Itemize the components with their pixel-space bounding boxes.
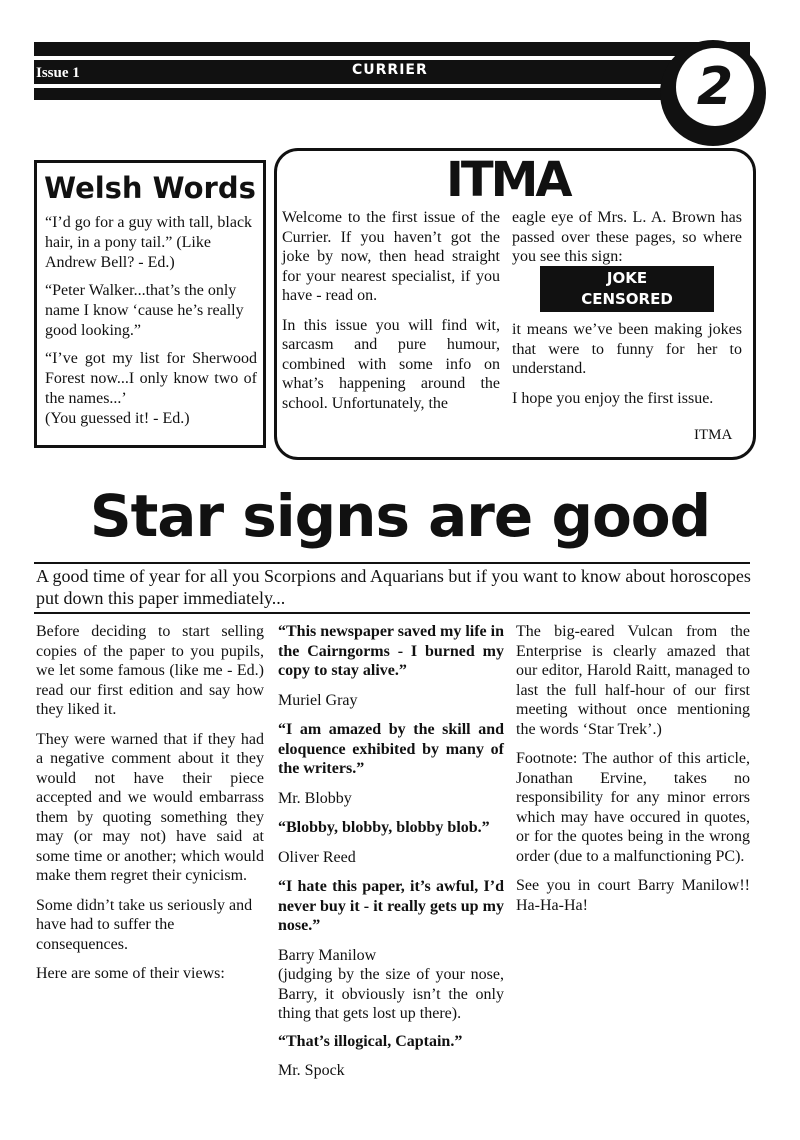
quote-4: “I hate this paper, it’s awful, I’d never buy it - it really gets up my nose.” bbox=[278, 878, 504, 934]
censor-line-1: JOKE bbox=[606, 269, 648, 287]
quote-3: “Blobby, blobby, blobby blob.” bbox=[278, 819, 490, 836]
quote-4-note: (judging by the size of your nose, Barry, it obviously isn’t the only thing that gets lost up there). bbox=[278, 966, 504, 1022]
col1-paragraph-4: Here are some of their views: bbox=[36, 965, 225, 982]
page-number: 2 bbox=[696, 57, 734, 117]
col3-paragraph-3: See you in court Barry Manilow!! Ha-Ha-Ha! bbox=[516, 877, 750, 914]
itma-col2-paragraph-2: it means we’ve been making jokes that were to funny for her to understand. bbox=[512, 321, 742, 377]
standfirst: A good time of year for all you Scorpions and Aquarians but if you want to know about horoscopes put down this paper immediately... bbox=[36, 566, 751, 608]
censor-line-2: CENSORED bbox=[581, 290, 673, 308]
itma-signature: ITMA bbox=[694, 427, 733, 443]
article-column-2 bbox=[278, 622, 504, 1091]
welsh-quote-3-note: (You guessed it! - Ed.) bbox=[45, 410, 190, 427]
quote-1-attribution: Muriel Gray bbox=[278, 691, 358, 709]
itma-col2-paragraph-3: I hope you enjoy the first issue. bbox=[512, 389, 714, 407]
col3-paragraph-1: The big-eared Vulcan from the Enterprise is clearly amazed that our editor, Harold Raitt, managed to last the full half-hour of our first meeting without once mentioning the words ‘Star Trek’.) bbox=[516, 623, 750, 738]
headline: Star signs are good bbox=[89, 482, 711, 550]
quote-1: “This newspaper saved my life in the Cairngorms - I burned my copy to stay alive.” bbox=[278, 623, 504, 679]
quote-5-attribution: Mr. Spock bbox=[278, 1062, 345, 1079]
quote-5: “That’s illogical, Captain.” bbox=[278, 1032, 463, 1050]
welsh-quote-2: “Peter Walker...that’s the only name I know ‘cause he’s really good looking.” bbox=[45, 282, 244, 339]
issue-label: Issue 1 bbox=[36, 65, 80, 81]
itma-col1-paragraph-1: Welcome to the first issue of the Currier. If you haven’t got the joke by now, then head straight for your nearest specialist, if you have - read on. bbox=[282, 209, 500, 304]
itma-title: ITMA bbox=[446, 152, 570, 208]
welsh-words-box bbox=[34, 160, 266, 448]
col3-paragraph-2: Footnote: The author of this article, Jonathan Ervine, takes no responsibility for any minor errors which may have occured in quotes, or for the quotes being in the wrong order (due to a malfunctioning PC). bbox=[516, 750, 750, 865]
col1-paragraph-2: They were warned that if they had a negative comment about it they would not have their piece accepted and we would embarrass them by quoting something they may (or may not) have said at some time or another; which would make them regret their cynicism. bbox=[36, 730, 264, 884]
welsh-quote-1: “I’d go for a guy with tall, black hair, in a pony tail.” (Like Andrew Bell? - Ed.) bbox=[45, 214, 253, 271]
header-bar-bottom bbox=[34, 88, 724, 100]
itma-column-2-bottom bbox=[512, 320, 742, 418]
quote-4-attribution: Barry Manilow bbox=[278, 946, 377, 964]
joke-censored-sign bbox=[540, 266, 714, 312]
quote-2: “I am amazed by the skill and eloquence exhibited by many of the writers.” bbox=[278, 721, 504, 777]
rule-bottom bbox=[34, 612, 750, 614]
quote-2-attribution: Mr. Blobby bbox=[278, 789, 352, 807]
header-bar-top bbox=[34, 42, 750, 56]
col1-paragraph-1: Before deciding to start selling copies of the paper to you pupils, we let some famous (like me - Ed.) read our first edition and say how they liked it. bbox=[36, 623, 264, 718]
paper-name: CURRIER bbox=[352, 62, 428, 78]
article-column-1 bbox=[36, 622, 264, 994]
col1-paragraph-3: Some didn’t take us seriously and have had to suffer the consequences. bbox=[36, 896, 253, 953]
article-column-3 bbox=[516, 622, 750, 925]
rule-top bbox=[34, 562, 750, 564]
itma-col2-paragraph-1: eagle eye of Mrs. L. A. Brown has passed over these pages, so where you see this sign: bbox=[512, 209, 742, 265]
itma-col1-paragraph-2: In this issue you will find wit, sarcasm and pure humour, combined with some info on what’s happening around the school. Unfortunately, the bbox=[282, 316, 500, 412]
welsh-words-title: Welsh Words bbox=[44, 171, 256, 205]
itma-column-1 bbox=[282, 208, 500, 423]
quote-3-attribution: Oliver Reed bbox=[278, 848, 356, 866]
welsh-quote-3: “I’ve got my list for Sherwood Forest now...I only know two of the names...’ bbox=[45, 350, 257, 407]
